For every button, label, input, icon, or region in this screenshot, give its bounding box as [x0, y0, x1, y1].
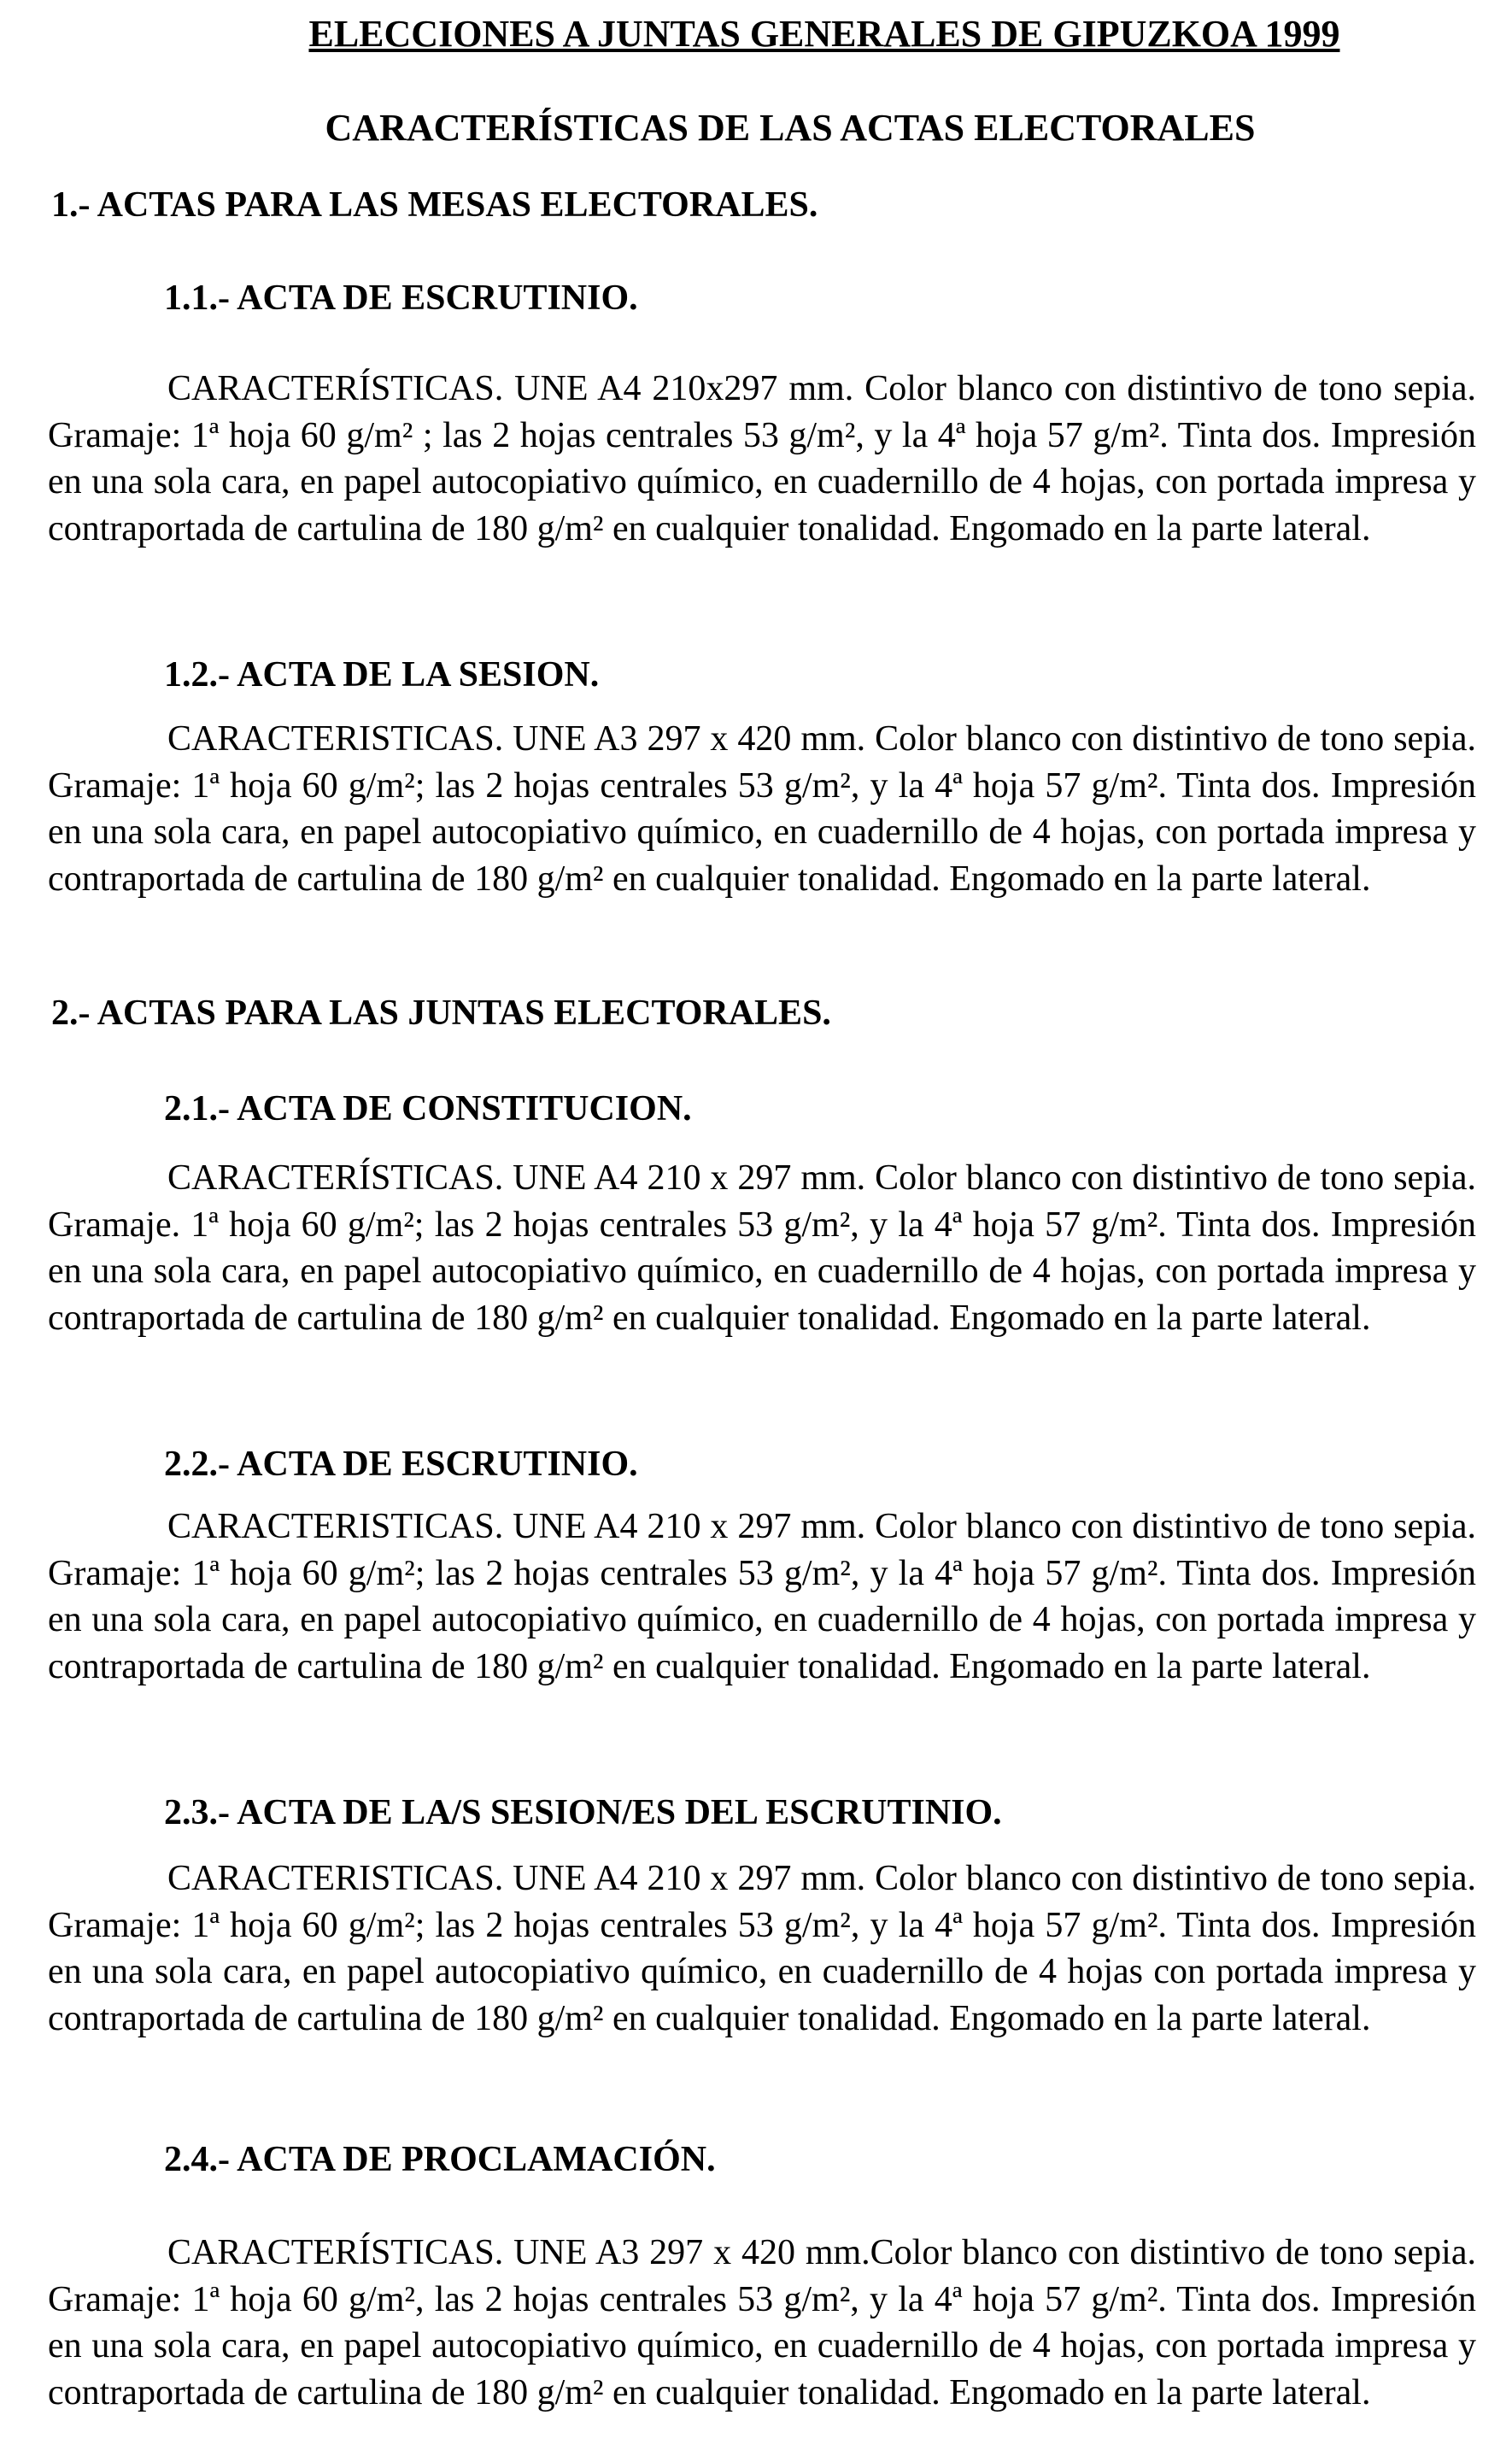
subsection-text-2-2: CARACTERISTICAS. UNE A4 210 x 297 mm. Color blanco con distintivo de tono sepia. Gramaje: 1ª hoja 60 g/m²; las 2 hojas centrales 53 g/m², y la 4ª hoja 57 g/m². Tinta dos. Impresión en una sola cara, en papel autocopiativo químico, en cuadernillo de 4 hojas, con portada impresa y contraportada de cartulina de 180 g/m² en cualquier tonalidad. Engomado en la parte lateral.: [48, 1507, 1476, 1686]
subsection-text-2-3: CARACTERISTICAS. UNE A4 210 x 297 mm. Color blanco con distintivo de tono sepia. Gramaje: 1ª hoja 60 g/m²; las 2 hojas centrales 53 g/m², y la 4ª hoja 57 g/m². Tinta dos. Impresión en una sola cara, en papel autocopiativo químico, en cuadernillo de 4 hojas con portada impresa y contraportada de cartulina de 180 g/m² en cualquier tonalidad. Engomado en la parte lateral.: [48, 1859, 1476, 2038]
subsection-heading-1-2: 1.2.- ACTA DE LA SESION.: [164, 655, 600, 695]
subsection-heading-2-3: 2.3.- ACTA DE LA/S SESION/ES DEL ESCRUTINIO.: [164, 1793, 1002, 1832]
subsection-text-1-2: CARACTERISTICAS. UNE A3 297 x 420 mm. Color blanco con distintivo de tono sepia. Gramaje: 1ª hoja 60 g/m²; las 2 hojas centrales 53 g/m², y la 4ª hoja 57 g/m². Tinta dos. Impresión en una sola cara, en papel autocopiativo químico, en cuadernillo de 4 hojas, con portada impresa y contraportada de cartulina de 180 g/m² en cualquier tonalidad. Engomado en la parte lateral.: [48, 719, 1476, 899]
subsection-heading-2-2: 2.2.- ACTA DE ESCRUTINIO.: [164, 1445, 638, 1484]
section-heading-1: 1.- ACTAS PARA LAS MESAS ELECTORALES.: [51, 185, 818, 225]
subsection-heading-1-1: 1.1.- ACTA DE ESCRUTINIO.: [164, 278, 638, 318]
subsection-text-1-1: CARACTERÍSTICAS. UNE A4 210x297 mm. Color blanco con distintivo de tono sepia. Gramaje: 1ª hoja 60 g/m² ; las 2 hojas centrales 53 g/m², y la 4ª hoja 57 g/m². Tinta dos. Impresión en una sola cara, en papel autocopiativo químico, en cuadernillo de 4 hojas, con portada impresa y contraportada de cartulina de 180 g/m² en cualquier tonalidad. Engomado en la parte lateral.: [48, 369, 1476, 548]
document-subtitle: CARACTERÍSTICAS DE LAS ACTAS ELECTORALES: [325, 107, 1256, 149]
subsection-heading-2-4: 2.4.- ACTA DE PROCLAMACIÓN.: [164, 2140, 716, 2179]
document-title: ELECCIONES A JUNTAS GENERALES DE GIPUZKOA 1999: [308, 13, 1340, 55]
section-heading-2: 2.- ACTAS PARA LAS JUNTAS ELECTORALES.: [51, 994, 831, 1033]
subsection-heading-2-1: 2.1.- ACTA DE CONSTITUCION.: [164, 1089, 692, 1128]
subsection-text-2-1: CARACTERÍSTICAS. UNE A4 210 x 297 mm. Color blanco con distintivo de tono sepia. Gramaje. 1ª hoja 60 g/m²; las 2 hojas centrales 53 g/m², y la 4ª hoja 57 g/m². Tinta dos. Impresión en una sola cara, en papel autocopiativo químico, en cuadernillo de 4 hojas, con portada impresa y contraportada de cartulina de 180 g/m² en cualquier tonalidad. Engomado en la parte lateral.: [48, 1158, 1476, 1338]
subsection-text-2-4: CARACTERÍSTICAS. UNE A3 297 x 420 mm.Color blanco con distintivo de tono sepia. Gramaje: 1ª hoja 60 g/m², las 2 hojas centrales 53 g/m², y la 4ª hoja 57 g/m². Tinta dos. Impresión en una sola cara, en papel autocopiativo químico, en cuadernillo de 4 hojas, con portada impresa y contraportada de cartulina de 180 g/m² en cualquier tonalidad. Engomado en la parte lateral.: [48, 2233, 1476, 2412]
